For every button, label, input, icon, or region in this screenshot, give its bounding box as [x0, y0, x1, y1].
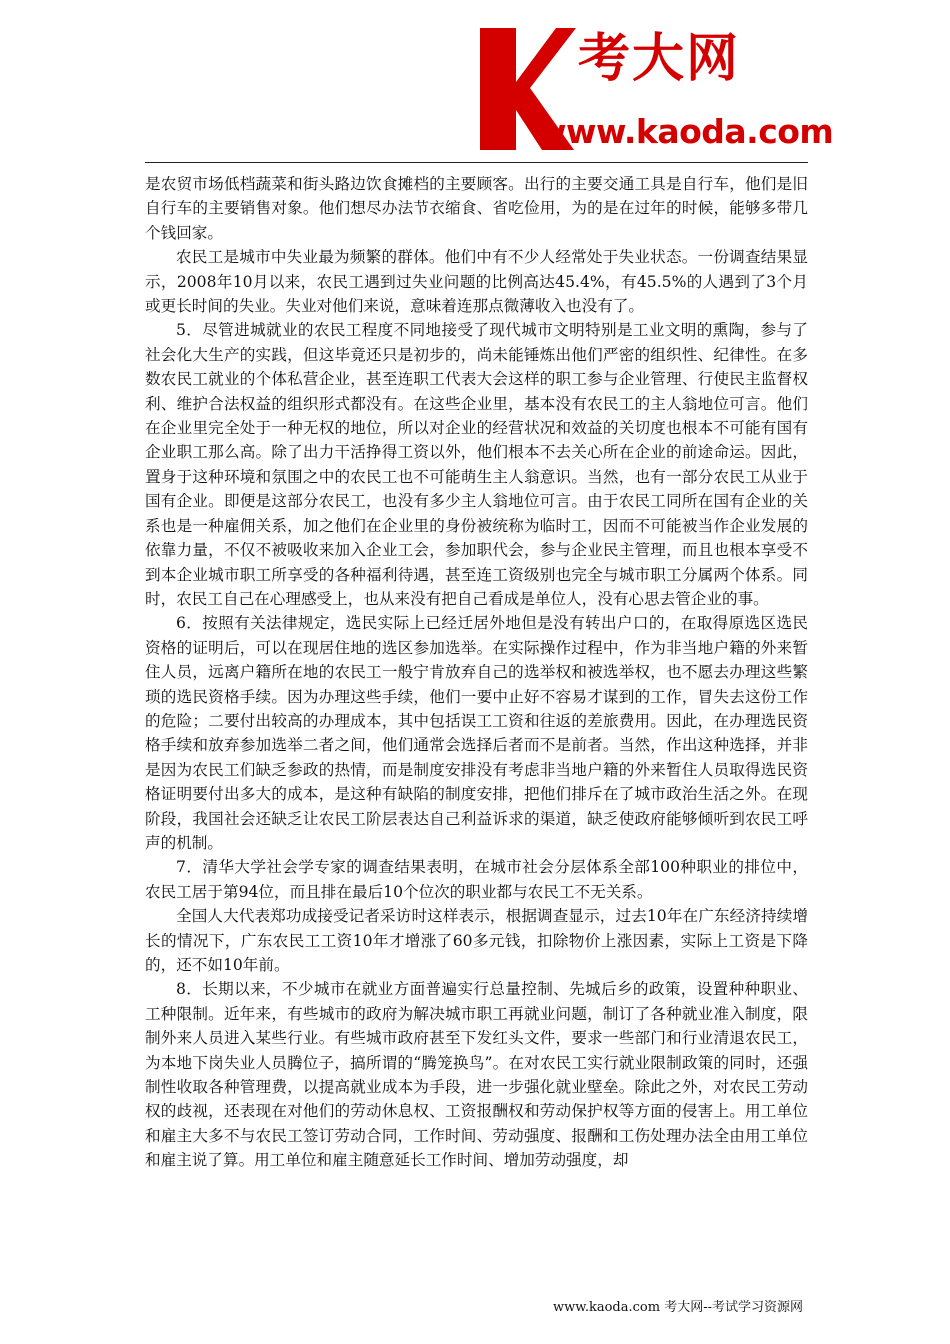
paragraph: 全国人大代表郑功成接受记者采访时这样表示，根据调查显示，过去10年在广东经济持续增长的情况下，广东农民工工资10年才增涨了60多元钱，扣除物价上涨因素，实际上工资是下降的，还不如10年前。	[145, 907, 808, 974]
paragraph: 7．清华大学社会学专家的调查结果表明，在城市社会分层体系全部100种职业的排位中，农民工居于第94位，而且排在最后10个位次的职业都与农民工不无关系。	[145, 858, 808, 901]
page-footer: www.kaoda.com 考大网--考试学习资源网	[553, 1300, 803, 1315]
paragraph: 5．尽管进城就业的农民工程度不同地接受了现代城市文明特别是工业文明的熏陶，参与了社会化大生产的实践，但这毕竟还只是初步的，尚未能锤炼出他们严密的组织性、纪律性。在多数农民工就业的个体私营企业，甚至连职工代表大会这样的职工参与企业管理、行使民主监督权利、维护合法权益的组织形式都没有。在这些企业里，基本没有农民工的主人翁地位可言。他们在企业里完全处于一种无权的地位，所以对企业的经营状况和效益的关切度也根本不可能有国有企业职工那么高。除了出力干活挣得工资以外，他们根本不去关心所在企业的前途命运。因此，置身于这种环境和氛围之中的农民工也不可能萌生主人翁意识。当然，也有一部分农民工从业于国有企业。即便是这部分农民工，也没有多少主人翁地位可言。由于农民工同所在国有企业的关系也是一种雇佣关系，加之他们在企业里的身份被统称为临时工，因而不可能被当作企业发展的依靠力量，不仅不被吸收来加入企业工会，参加职代会，参与企业民主管理，而且也根本享受不到本企业城市职工所享受的各种福利待遇，甚至连工资级别也完全与城市职工分属两个体系。同时，农民工自己在心理感受上，也从来没有把自己看成是单位人，没有心思去管企业的事。	[145, 321, 808, 608]
paragraph: 6．按照有关法律规定，选民实际上已经迁居外地但是没有转出户口的，在取得原选区选民资格的证明后，可以在现居住地的选区参加选举。在实际操作过程中，作为非当地户籍的外来暂住人员，远离户籍所在地的农民工一般宁肯放弃自己的选举权和被选举权，也不愿去办理这些繁琐的选民资格手续。因为办理这些手续，他们一要中止好不容易才谋到的工作，冒失去这份工作的危险；二要付出较高的办理成本，其中包括误工工资和往返的差旅费用。因此，在办理选民资格手续和放弃参加选举二者之间，他们通常会选择后者而不是前者。当然，作出这种选择，并非是因为农民工们缺乏参政的热情，而是制度安排没有考虑非当地户籍的外来暂住人员取得选民资格证明要付出多大的成本，是这种有缺陷的制度安排，把他们排斥在了城市政治生活之外。在现阶段，我国社会还缺乏让农民工阶层表达自己利益诉求的渠道，缺乏使政府能够倾听到农民工呼声的机制。	[145, 614, 808, 852]
logo-url-text: www.kaoda.com	[536, 112, 834, 151]
paragraph: 农民工是城市中失业最为频繁的群体。他们中有不少人经常处于失业状态。一份调查结果显示，2008年10月以来，农民工遇到过失业问题的比例高达45.4%，有45.5%的人遇到了3个月或更长时间的失业。失业对他们来说，意味着连那点微薄收入也没有了。	[145, 248, 808, 316]
header-divider	[145, 162, 808, 163]
logo-brand-text: 考大网	[578, 29, 741, 89]
paragraph: 是农贸市场低档蔬菜和街头路边饮食摊档的主要顾客。出行的主要交通工具是自行车，他们是旧自行车的主要销售对象。他们想尽办法节衣缩食、省吃俭用，为的是在过年的时候，能够多带几个钱回家。	[145, 175, 808, 242]
kaoda-logo	[470, 22, 834, 158]
paragraph: 8．长期以来，不少城市在就业方面普遍实行总量控制、先城后乡的政策，设置种种职业、工种限制。近年来，有些城市的政府为解决城市职工再就业问题，制订了各种就业准入制度，限制外来人员进入某些行业。有些城市政府甚至下发红头文件，要求一些部门和行业清退农民工，为本地下岗失业人员腾位子，搞所谓的“腾笼换鸟”。在对农民工实行就业限制政策的同时，还强制性收取各种管理费，以提高就业成本为手段，进一步强化就业壁垒。除此之外，对农民工劳动权的歧视，还表现在对他们的劳动休息权、工资报酬权和劳动保护权等方面的侵害上。用工单位和雇主大多不与农民工签订劳动合同，工作时间、劳动强度、报酬和工伤处理办法全由用工单位和雇主说了算。用工单位和雇主随意延长工作时间、增加劳动强度，却	[145, 980, 808, 1170]
document-body	[145, 172, 808, 1173]
